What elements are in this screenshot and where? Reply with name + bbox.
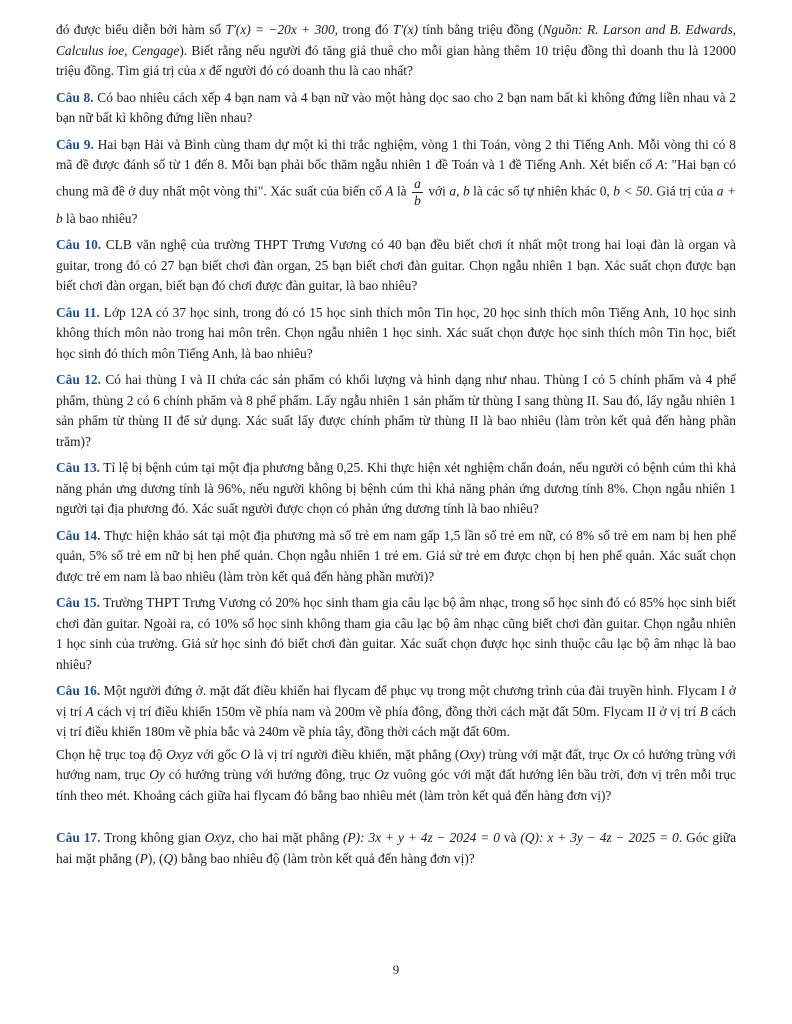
q9-math-3: a, b — [449, 183, 470, 199]
q16-p2-math-4: Ox — [613, 746, 629, 762]
question-16-label: Câu 16. — [56, 683, 101, 698]
q16-p2-math-2: O — [240, 746, 251, 762]
page-content — [56, 20, 736, 875]
q17-math-1: Oxyz — [204, 830, 232, 845]
q16-math-1: A — [85, 703, 94, 719]
q17-text-2: , cho hai mặt phẳng — [231, 830, 343, 845]
intro-text-4: ). Biết rằng nếu người đó tăng giá thuê cho mỗi gian hàng thêm 10 triệu đồng thì doanh thu là 12000 triệu đồng. Tìm giá trị của — [56, 42, 736, 78]
q9-fraction — [412, 176, 423, 209]
intro-text-5: để người đó có doanh thu là cao nhất? — [205, 63, 413, 78]
question-9 — [56, 135, 736, 230]
question-14-text: Thực hiện khảo sát tại một địa phương mà số trẻ em nam gấp 1,5 lần số trẻ em nữ, có 8% số trẻ em nam bị hen phế quản, 5% số trẻ em nữ bị hen phế quản. Chọn ngẫu nhiên 1 trẻ em. Giả sử trẻ em được chọn bị hen phế quản. Xác suất chọn được trẻ em nam là bao nhiêu (làm tròn kết quả đến hàng phần mười)? — [56, 527, 736, 584]
q9-fraction-denominator: b — [414, 192, 421, 208]
q9-text-6: . Giá trị của — [649, 183, 717, 199]
question-10-text: CLB văn nghệ của trường THPT Trưng Vương có 40 bạn đều biết chơi ít nhất một trong hai loại đàn là organ và guitar, trong đó có 27 bạn biết chơi đàn organ, 25 bạn biết chơi đàn guitar. Chọn ngẫu nhiên 1 bạn. Xác suất chọn được bạn biết chơi đàn organ, biết bạn đó chơi được đàn guitar, là bao nhiêu? — [56, 237, 736, 293]
q16-text-3: cách vị trí điều khiển 180m về phía bắc và 240m về phía tây, đồng thời cách mặt đất 60m. — [56, 703, 736, 739]
q16-p2-math-6: Oz — [374, 767, 390, 782]
question-12 — [56, 370, 736, 452]
question-11-label: Câu 11. — [56, 304, 100, 320]
intro-text-1: đó được biểu diễn bởi hàm số — [56, 22, 226, 37]
q16-p2-text-3: là vị trí người điều khiển, mặt phẳng ( — [250, 746, 460, 762]
intro-text-3: tính bằng triệu đồng ( — [417, 22, 543, 37]
q17-plane-q: (Q): x + 3y − 4z − 2025 = 0 — [520, 830, 679, 845]
q17-text-5: ), ( — [147, 850, 164, 866]
question-15-text: Trường THPT Trưng Vương có 20% học sinh tham gia câu lạc bộ âm nhạc, trong số học sinh đó có 85% học sinh biết chơi đàn guitar. Ngoài ra, có 10% số học sinh không tham gia câu lạc bộ âm nhạc cũng biết chơi đàn guitar. Chọn ngẫu nhiên 1 học sinh của trường. Giả sử học sinh đó biết chơi đàn guitar. Xác suất chọn được học sinh thuộc câu lạc bộ âm nhạc là bao nhiêu? — [56, 595, 736, 672]
page-number: 9 — [392, 962, 400, 977]
q16-p2-text-2: với gốc — [192, 746, 241, 762]
q9-text-2: : "Hai bạn có chung mã đề ở duy nhất một vòng thi". Xác suất của biến cố — [56, 157, 736, 199]
question-13-text: Tỉ lệ bị bệnh cúm tại một địa phương bằng 0,25. Khi thực hiện xét nghiệm chẩn đoán, nếu người có bệnh cúm thì khả năng phản ưng dương tính là 96%, nếu người không bị bệnh cúm thì khả năng phản ứng dương tính 8%. Chọn ngẫu nhiên 1 người tại địa phương đó. Xác suất người được chọn có phản ứng dương tính là bao nhiêu? — [56, 460, 736, 516]
q17-plane-p: (P): 3x + y + 4z − 2024 = 0 — [342, 830, 500, 845]
q16-p2-text-4: ) trùng với mặt đất, trục — [480, 746, 614, 762]
question-11-text: Lớp 12A có 37 học sinh, trong đó có 15 học sinh thích môn Tin học, 20 học sinh thích môn Tiếng Anh, 10 học sinh không thích môn nào trong hai môn trên. Chọn ngẫu nhiên 1 học sinh. Xác suất chọn được học sinh thích môn Tin học, biết học sinh đó thích môn Tiếng Anh, là bao nhiêu? — [56, 304, 736, 361]
question-16-part-2 — [56, 745, 736, 807]
q9-text-1: Hai bạn Hải và Bình cùng tham dự một kì thi trắc nghiệm, vòng 1 thi Toán, vòng 2 thi Tiếng Anh. Mỗi vòng thi có 8 mã đề được đánh số từ 1 đến 8. Mỗi bạn phải bốc thăm ngẫu nhiên 1 đề Toán và 1 đề Tiếng Anh. Xét biến cố — [56, 136, 736, 172]
q16-p2-math-5: Oy — [149, 767, 165, 782]
question-14 — [56, 526, 736, 588]
question-13 — [56, 458, 736, 520]
question-17-label: Câu 17. — [56, 830, 101, 845]
q17-text-3: và — [499, 830, 521, 845]
q9-fraction-numerator: a — [414, 175, 421, 191]
q16-p2-text-1: Chọn hệ trục toạ độ — [56, 746, 167, 762]
q9-math-5: a + b — [56, 183, 736, 226]
q9-text-7: là bao nhiêu? — [62, 210, 138, 226]
q17-text-1: Trong không gian — [100, 830, 205, 845]
q16-p2-math-3: Oxy — [459, 746, 481, 762]
q17-text-4: . Góc giữa hai mặt phẳng ( — [56, 830, 737, 866]
q16-text-1: Một người đứng ở. mặt đất điều khiển hai flycam để phục vụ trong một chương trình của đài truyền hình. Flycam I ở vị trí — [56, 683, 736, 719]
q16-text-2: cách vị trí điều khiển 150m về phía nam và 200m về phía đông, đồng thời cách mặt đất 50m. Flycam II ở vị trí — [93, 703, 700, 719]
q16-math-2: B — [699, 703, 708, 719]
question-17 — [56, 828, 736, 869]
question-13-label: Câu 13. — [56, 460, 101, 475]
q16-p2-math-1: Oxyz — [166, 746, 193, 762]
intro-source: Nguồn: R. Larson and B. Edwards, Calculus ioe, Cengage — [56, 22, 737, 58]
q17-text-6: ) bằng bao nhiêu độ (làm tròn kết quả đến hàng đơn vị)? — [173, 850, 475, 866]
intro-text-2: , trong đó — [334, 22, 393, 37]
question-15 — [56, 593, 736, 675]
question-16 — [56, 681, 736, 743]
q17-math-q: Q — [163, 850, 174, 866]
question-8 — [56, 88, 736, 129]
q16-p2-text-5: có hướng trùng với hướng nam, trục — [56, 746, 737, 782]
question-8-text: Có bao nhiêu cách xếp 4 bạn nam và 4 bạn nữ vào một hàng dọc sao cho 2 bạn nam bất kì không đứng liền nhau và 2 bạn nữ bất kì không đứng liền nhau? — [56, 89, 736, 125]
q9-text-5: là các số tự nhiên khác 0, — [469, 183, 614, 199]
q9-math-1: A — [655, 157, 665, 172]
q9-math-2: A — [385, 183, 394, 199]
question-8-label: Câu 8. — [56, 89, 94, 105]
intro-math-3: x — [199, 63, 206, 78]
intro-math-2: T'(x) — [392, 22, 418, 37]
question-14-label: Câu 14. — [56, 527, 101, 543]
question-15-label: Câu 15. — [56, 595, 100, 610]
q16-p2-text-7: vuông góc với mặt đất hướng lên bầu trời, đơn vị trên mỗi trục tính theo mét. Khoảng cách giữa hai flycam đó bằng bao nhiêu mét (làm tròn kết quả đến hàng đơn vị)? — [56, 767, 736, 803]
question-10 — [56, 235, 736, 297]
q9-text-3: là — [393, 183, 411, 199]
q9-text-4: với — [424, 183, 450, 199]
intro-paragraph — [56, 20, 736, 82]
question-12-text: Có hai thùng I và II chứa các sản phẩm có khối lượng và hình dạng như nhau. Thùng I có 5 chính phẩm và 4 phế phẩm, thùng 2 có 6 chính phẩm và 8 phế phẩm. Lấy ngẫu nhiên 1 sản phẩm từ thùng I sang thùng II. Sau đó, lấy ngẫu nhiên 1 sản phẩm từ thùng II để sử dụng. Xác suất lấy được chính phẩm từ thùng II là bao nhiêu (làm tròn kết quả đến hàng phần trăm)? — [56, 372, 736, 449]
question-10-label: Câu 10. — [56, 237, 102, 252]
question-9-label: Câu 9. — [56, 136, 94, 152]
q9-math-4: b < 50 — [613, 183, 650, 199]
question-12-label: Câu 12. — [56, 372, 101, 387]
intro-math-1: T'(x) = −20x + 300 — [225, 22, 335, 37]
q16-p2-text-6: có hướng trùng với hướng đông, trục — [164, 767, 375, 782]
question-11 — [56, 303, 736, 365]
q17-math-p: P — [139, 850, 148, 866]
